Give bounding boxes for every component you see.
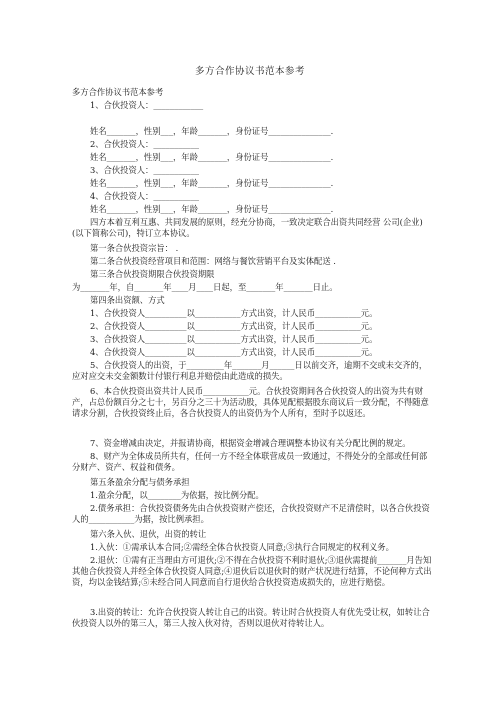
article-6: 第六条入伙、退伙，出资的转让 <box>90 529 207 539</box>
document-title: 多方合作协议书范本参考 <box>194 66 305 77</box>
investor-3-heading: 3、合伙投资人：___________ <box>90 165 199 175</box>
withdrawal-terms: 2.退伙：①需有正当理由方可退伙;②不得在合伙投资不利时退伙;③退伙需提前_______月告知其他合伙投资人并经全体合伙投资人同意;④退伙后以退伙时的财产状况进行结算，不论何种方式出资，均以金钱结算;⑤未经合同人同意而自行退伙给合伙投资造成损失的，应进行赔偿。 <box>72 555 432 587</box>
contribution-3: 3、合伙投资人__________以___________方式出资，计人民币___________元。 <box>90 334 378 344</box>
contribution-6: 6、本合伙投资出资共计人民币___________元。合伙投资期间各合伙投资人的出资为共有财产，占总份额百分之七十，另百分之三十为活动股，具体见配根据股东商议后一致分配，不得随意请求分割，合伙投资终止后，各合伙投资人的出资仍为个人所有，至时予以返还。 <box>72 386 429 418</box>
contribution-8: 8、财产为全体成员所共有，任何一方不经全体联营成员一致通过，不得处分的全部或任何部分财产、资产、权益和债务。 <box>72 451 428 472</box>
investor-4-info: 姓名_______，性别___，年龄_______，身份证号_______________. <box>90 204 334 214</box>
debt-bearing: 2.债务承担：合伙投资债务先由合伙投资财产偿还，合伙投资财产不足清偿时，以各合伙投资人的___________为据，按比例承担。 <box>72 503 430 524</box>
contribution-5: 5、合伙投资人的出资，于_________年_______月______日以前交齐，逾期不交或未交齐的，应对应交未交金额数计付银行利息并赔偿由此造成的损失。 <box>72 360 428 381</box>
article-4: 第四条出资额、方式 <box>90 295 165 305</box>
article-3-term: 为_______年，自_______年____月____日起，至_______年_______日止。 <box>72 282 338 292</box>
contribution-4: 4、合伙投资人__________以___________方式出资，计人民币___________元。 <box>90 347 378 357</box>
contribution-2: 2、合伙投资人__________以___________方式出资，计人民币___________元。 <box>90 321 378 331</box>
investor-1-info: 姓名_______，性别___，年龄_______，身份证号_______________. <box>90 126 334 136</box>
article-5: 第五条盈余分配与债务承担 <box>90 477 190 487</box>
contribution-7: 7、资金增减由决定，并报请协商，根据资金增减合理调整本协议有关分配比例的规定。 <box>90 438 411 448</box>
investor-1-heading: 1、合伙投资人：____________ <box>90 100 204 110</box>
article-3: 第三条合伙投资期限合伙投资期限 <box>90 269 215 279</box>
investor-2-info: 姓名_______，性别___，年龄_______，身份证号_______________. <box>90 152 334 162</box>
article-1: 第一条合伙投资宗旨： . <box>90 243 179 253</box>
article-2: 第二条合伙投资经营项目和范围：网络与餐饮营销平台及实体配送 . <box>90 256 336 266</box>
document-subtitle: 多方合作协议书范本参考 <box>72 87 164 97</box>
investor-2-heading: 2、合伙投资人：___________ <box>90 139 199 149</box>
profit-distribution: 1.盈余分配，以________为依据，按比例分配。 <box>90 490 264 500</box>
investor-4-heading: 4、合伙投资人：___________ <box>90 191 199 201</box>
transfer-terms: 3.出资的转让：允许合伙投资人转让自己的出资。转让时合伙投资人有优先受让权，如转让合伙投资人以外的第三人，第三人按入伙对待，否则以退伙对待转让人。 <box>72 607 430 628</box>
investor-3-info: 姓名_______，性别___，年龄_______，身份证号_______________. <box>90 178 334 188</box>
joining-terms: 1.入伙：①需承认本合同;②需经全体合伙投资人同意;③执行合同规定的权利义务。 <box>90 542 394 552</box>
contribution-1: 1、合伙投资人__________以___________方式出资，计人民币___________元。 <box>90 308 378 318</box>
preamble-paragraph: 四方本着互利互惠、共同发展的原则，经充分协商，一致决定联合出资共同经营 公司(企业)(以下简称公司)，特订立本协议。 <box>72 217 423 238</box>
